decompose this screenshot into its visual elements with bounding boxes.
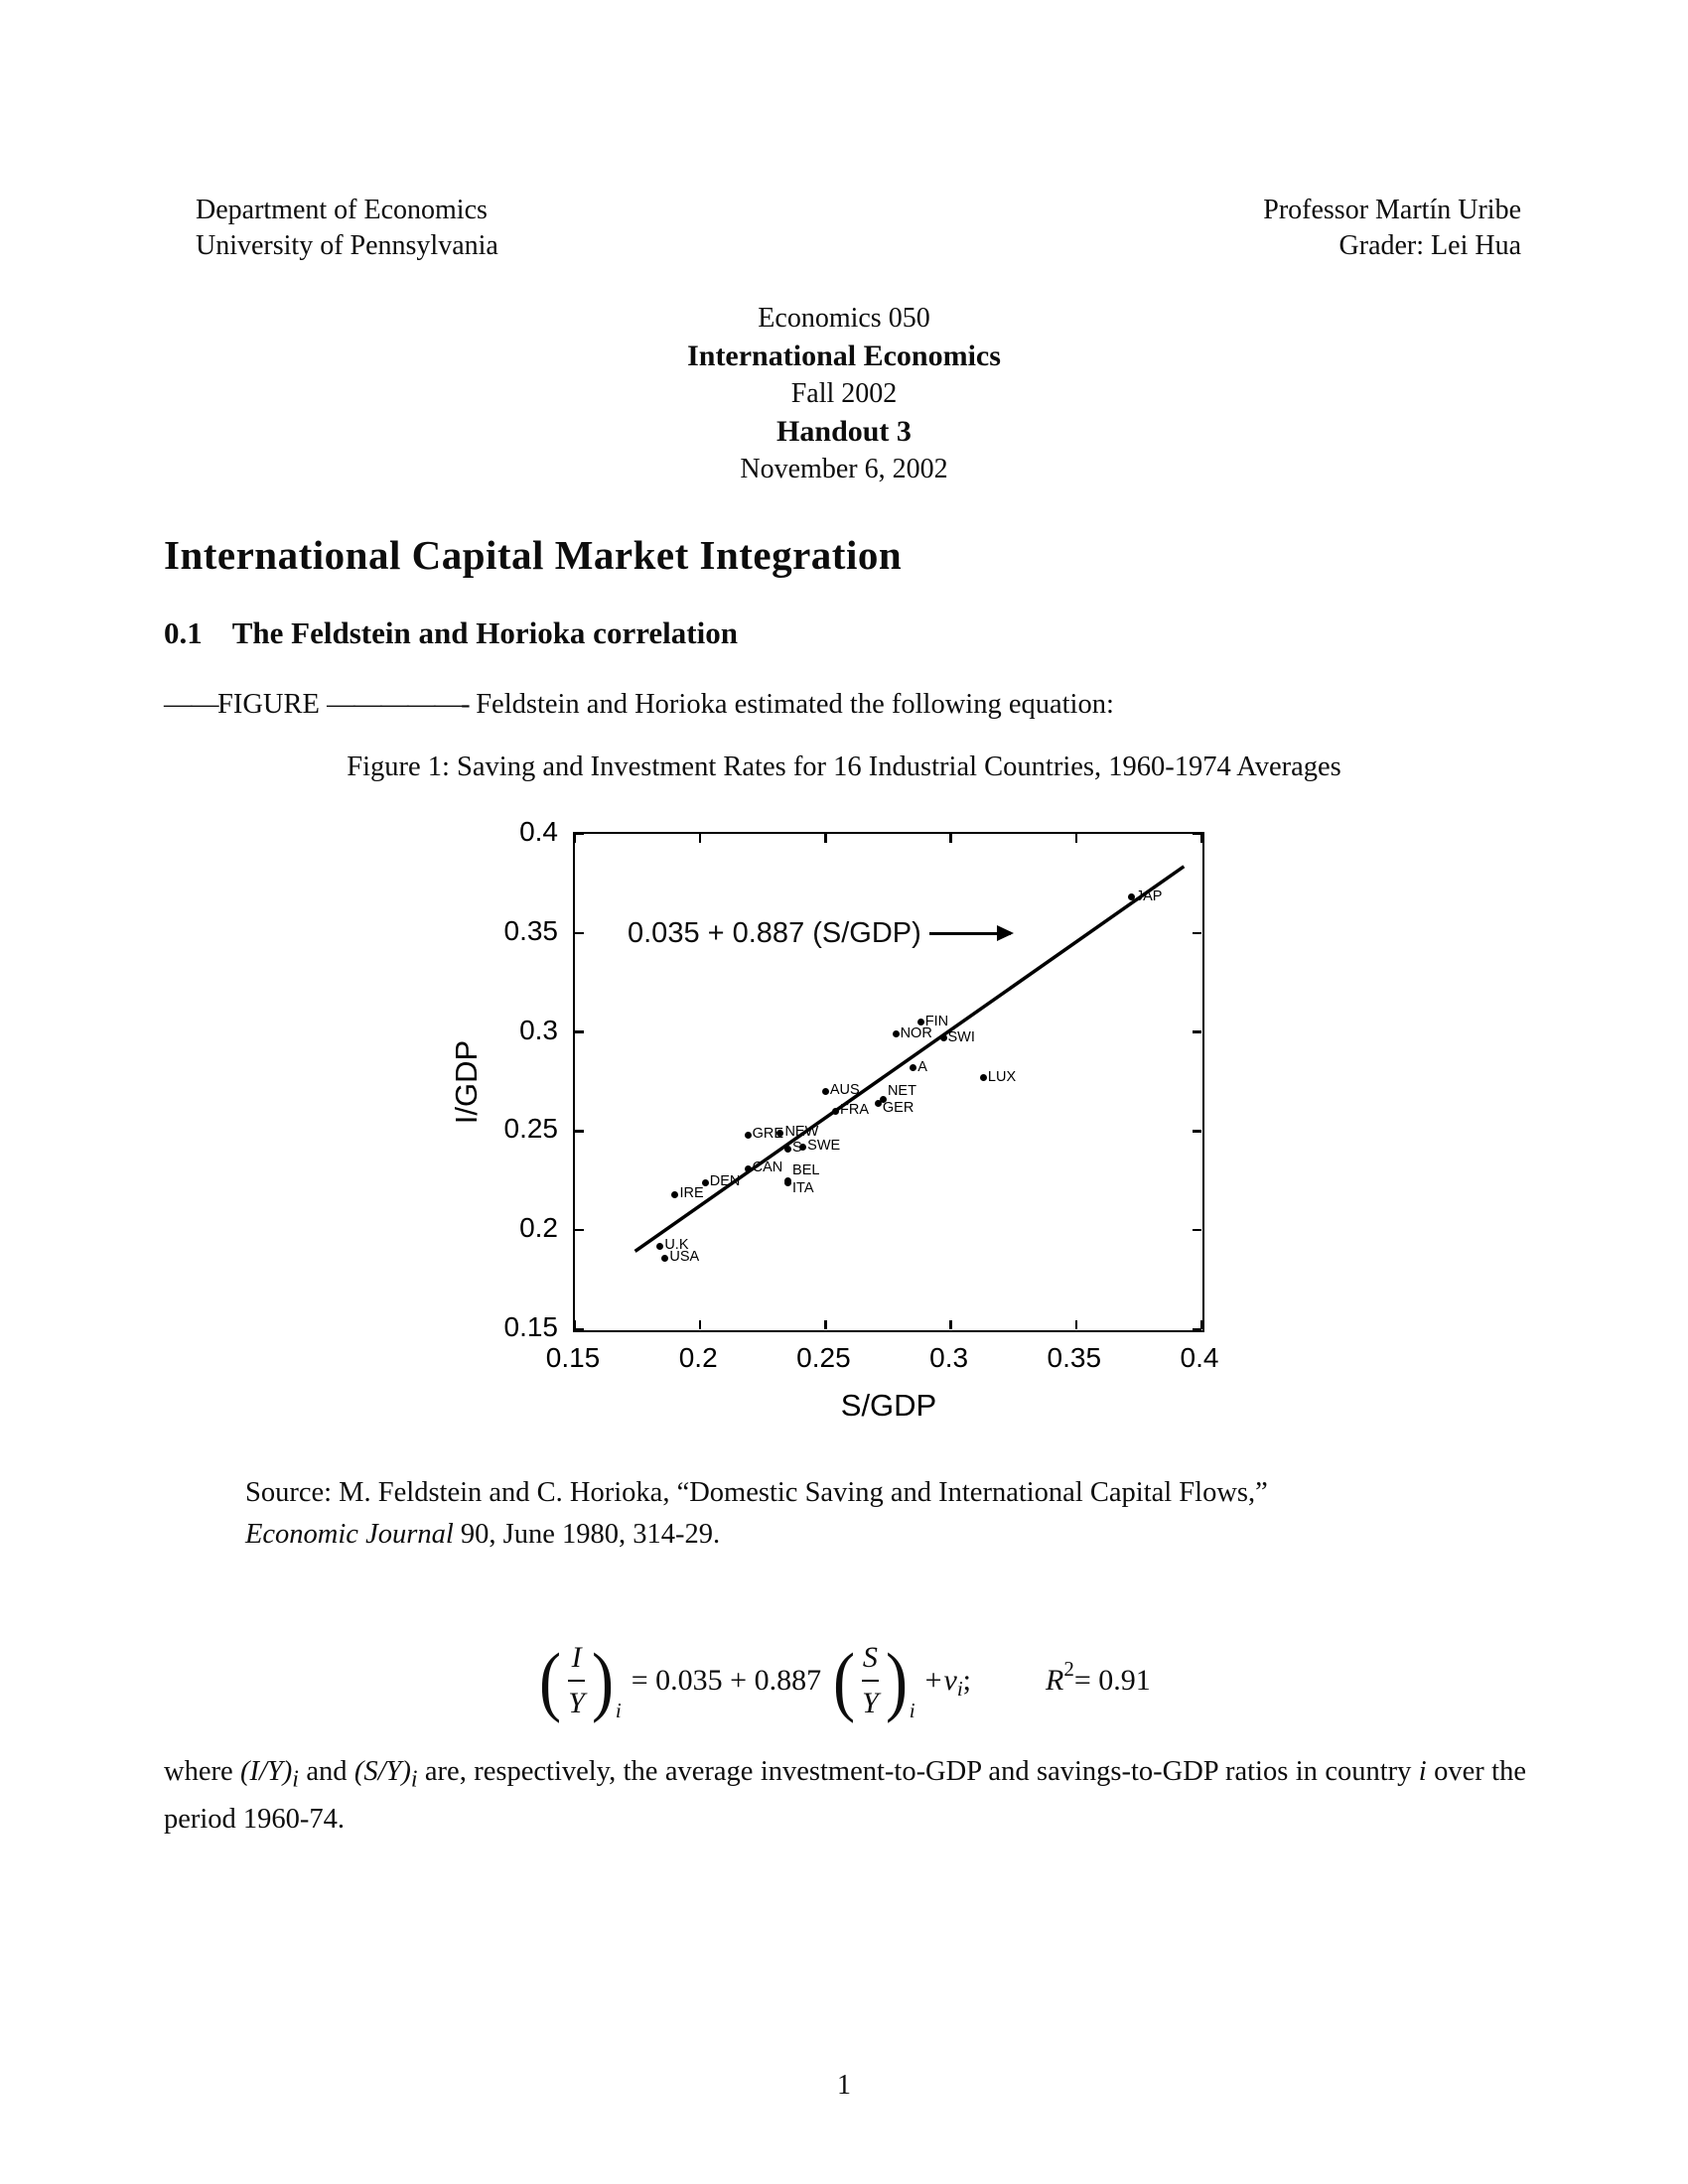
plus-sign: +	[924, 1664, 942, 1697]
rhs-denominator: Y	[862, 1687, 879, 1720]
point-label: GER	[882, 1100, 914, 1117]
line-equation-annotation	[628, 917, 1011, 950]
annotation-text: 0.035 + 0.887 (S/GDP)	[628, 916, 921, 949]
x-tick-bottom	[824, 1320, 826, 1329]
y-tick-left	[575, 1030, 584, 1032]
page-title: International Capital Market Integration	[164, 532, 903, 578]
scatter-point	[656, 1243, 663, 1250]
point-label: NOR	[900, 1024, 932, 1041]
x-tick-top	[1075, 834, 1077, 843]
point-label: FIN	[924, 1013, 949, 1029]
x-tick-top	[699, 834, 701, 843]
scatter-point	[980, 1074, 987, 1081]
scatter-point	[745, 1165, 752, 1172]
header-left	[196, 193, 498, 264]
point-label: BEL	[792, 1162, 820, 1179]
x-tick-bottom	[699, 1320, 701, 1329]
x-tick-top	[1200, 834, 1202, 843]
page-number: 1	[837, 2070, 851, 2101]
y-tick-label: 0.25	[503, 1113, 558, 1145]
x-tick-label: 0.3	[929, 1342, 969, 1373]
x-tick-label: 0.4	[1180, 1342, 1219, 1373]
scatter-point	[784, 1146, 791, 1153]
y-tick-right	[1193, 1229, 1201, 1231]
x-tick-bottom	[949, 1320, 951, 1329]
x-tick-label: 0.2	[678, 1342, 718, 1373]
x-tick-label: 0.35	[1047, 1342, 1102, 1373]
equation-middle: = 0.035 + 0.887	[631, 1664, 822, 1697]
fraction-bar	[862, 1680, 879, 1683]
error-term: ν	[943, 1664, 957, 1697]
lhs-fraction	[563, 1641, 590, 1721]
section-heading	[164, 615, 738, 651]
scatter-point	[875, 1100, 882, 1107]
y-tick-left	[575, 833, 584, 835]
scatter-point	[745, 1132, 752, 1139]
y-tick-left	[575, 1328, 584, 1330]
y-tick-left	[575, 1229, 584, 1231]
right-arrow-icon	[929, 932, 1011, 935]
department-line: Department of Economics	[196, 195, 488, 225]
source-prefix: Source: M. Feldstein and C. Horioka, “Domestic Saving and International Capital Flows,”	[245, 1477, 1268, 1508]
date: November 6, 2002	[740, 454, 948, 484]
point-label: S	[792, 1140, 802, 1157]
x-tick-top	[824, 834, 826, 843]
r-symbol: R	[1046, 1664, 1064, 1697]
error-subscript: i	[956, 1676, 963, 1701]
grader-line: Grader: Lei Hua	[1338, 230, 1521, 261]
y-tick-right	[1193, 1130, 1201, 1132]
lhs-numerator: I	[571, 1640, 582, 1674]
point-label: GRE	[752, 1126, 784, 1143]
handout-number: Handout 3	[776, 415, 912, 448]
y-tick-right	[1193, 833, 1201, 835]
point-label: U.K	[664, 1237, 689, 1254]
figure-note-text: Feldstein and Horioka estimated the following equation:	[476, 689, 1114, 720]
scatter-point	[893, 1030, 900, 1037]
x-tick-top	[574, 834, 576, 843]
y-tick-left	[575, 1130, 584, 1132]
header-right	[1263, 193, 1521, 264]
point-label: USA	[669, 1249, 700, 1266]
university-line: University of Pennsylvania	[196, 230, 498, 261]
lhs-denominator: Y	[568, 1687, 585, 1720]
iy-ratio: (I/Y)	[240, 1756, 293, 1787]
course-name: International Economics	[687, 340, 1001, 372]
section-title: The Feldstein and Horioka correlation	[231, 615, 738, 650]
point-label: AUS	[829, 1082, 860, 1099]
point-label: NEW	[784, 1124, 819, 1141]
country-index: i	[1418, 1756, 1427, 1787]
point-label: ITA	[792, 1180, 814, 1197]
point-label: CAN	[752, 1160, 783, 1176]
y-tick-right	[1193, 1328, 1201, 1330]
r-exponent: 2	[1063, 1656, 1074, 1681]
point-label: A	[917, 1058, 927, 1075]
sy-ratio: (S/Y)	[353, 1756, 411, 1787]
scatter-point	[940, 1034, 947, 1041]
course-block	[0, 300, 1688, 488]
where-seg3: are, respectively, the average investment-to-GDP and savings-to-GDP ratios in country	[417, 1756, 1419, 1787]
section-number: 0.1	[164, 615, 203, 650]
source-note	[245, 1472, 1298, 1556]
y-tick-label: 0.15	[503, 1311, 558, 1342]
scatter-point	[832, 1108, 839, 1115]
point-label: JAP	[1135, 887, 1163, 904]
lhs-subscript: i	[615, 1698, 622, 1722]
where-seg2: and	[298, 1756, 354, 1787]
figure-placeholder-label: FIGURE	[217, 689, 320, 720]
point-label: DEN	[709, 1173, 741, 1190]
scatter-point	[822, 1088, 829, 1095]
y-tick-label: 0.35	[503, 914, 558, 946]
x-tick-label: 0.15	[545, 1342, 601, 1373]
where-paragraph	[164, 1752, 1526, 1840]
y-tick-right	[1193, 932, 1201, 934]
scatter-point	[661, 1255, 668, 1262]
rhs-numerator: S	[862, 1640, 878, 1674]
y-tick-left	[575, 932, 584, 934]
x-axis-label: S/GDP	[840, 1388, 937, 1423]
x-tick-label: 0.25	[796, 1342, 851, 1373]
where-seg1: where	[164, 1756, 241, 1787]
y-tick-label: 0.3	[519, 1014, 558, 1045]
point-label: NET	[887, 1083, 916, 1100]
point-label: IRE	[679, 1185, 704, 1202]
point-label: SWI	[947, 1028, 975, 1045]
r-squared-value: = 0.91	[1073, 1664, 1151, 1697]
figure-caption: Figure 1: Saving and Investment Rates for 16 Industrial Countries, 1960-1974 Averages	[347, 751, 1341, 782]
semicolon: ;	[962, 1664, 972, 1697]
y-tick-label: 0.4	[519, 816, 558, 847]
iy-sub: i	[292, 1766, 299, 1793]
rule-left: ——	[164, 689, 217, 720]
fraction-bar	[568, 1680, 585, 1683]
rule-right: —————-	[327, 689, 470, 720]
rhs-subscript: i	[909, 1698, 915, 1722]
y-tick-right	[1193, 1030, 1201, 1032]
sy-sub: i	[410, 1766, 418, 1793]
where-seg4: over the period 1960-74.	[164, 1756, 1527, 1835]
professor-line: Professor Martín Uribe	[1263, 195, 1521, 225]
figure-note-line	[164, 685, 1114, 725]
plot-area	[573, 832, 1204, 1332]
point-label: SWE	[807, 1138, 841, 1155]
regression-equation: ( $\frac{I}{Y}$ ) i = 0.035 + 0.887 ( $\frac{S}{Y}$ ) i + ν i ; R 2 = 0.91	[539, 1637, 1151, 1723]
x-tick-bottom	[1075, 1320, 1077, 1329]
scatter-point	[784, 1179, 791, 1186]
x-tick-top	[949, 834, 951, 843]
rhs-fraction	[857, 1641, 884, 1721]
source-journal: Economic Journal	[245, 1519, 454, 1550]
point-label: LUX	[987, 1068, 1017, 1085]
term: Fall 2002	[790, 378, 898, 409]
point-label: FRA	[839, 1102, 869, 1119]
y-axis-label: I/GDP	[449, 1039, 484, 1125]
course-number: Economics 050	[758, 303, 930, 334]
plot-inner	[575, 834, 1201, 1329]
source-suffix: 90, June 1980, 314-29.	[453, 1519, 721, 1550]
y-tick-label: 0.2	[519, 1212, 558, 1244]
